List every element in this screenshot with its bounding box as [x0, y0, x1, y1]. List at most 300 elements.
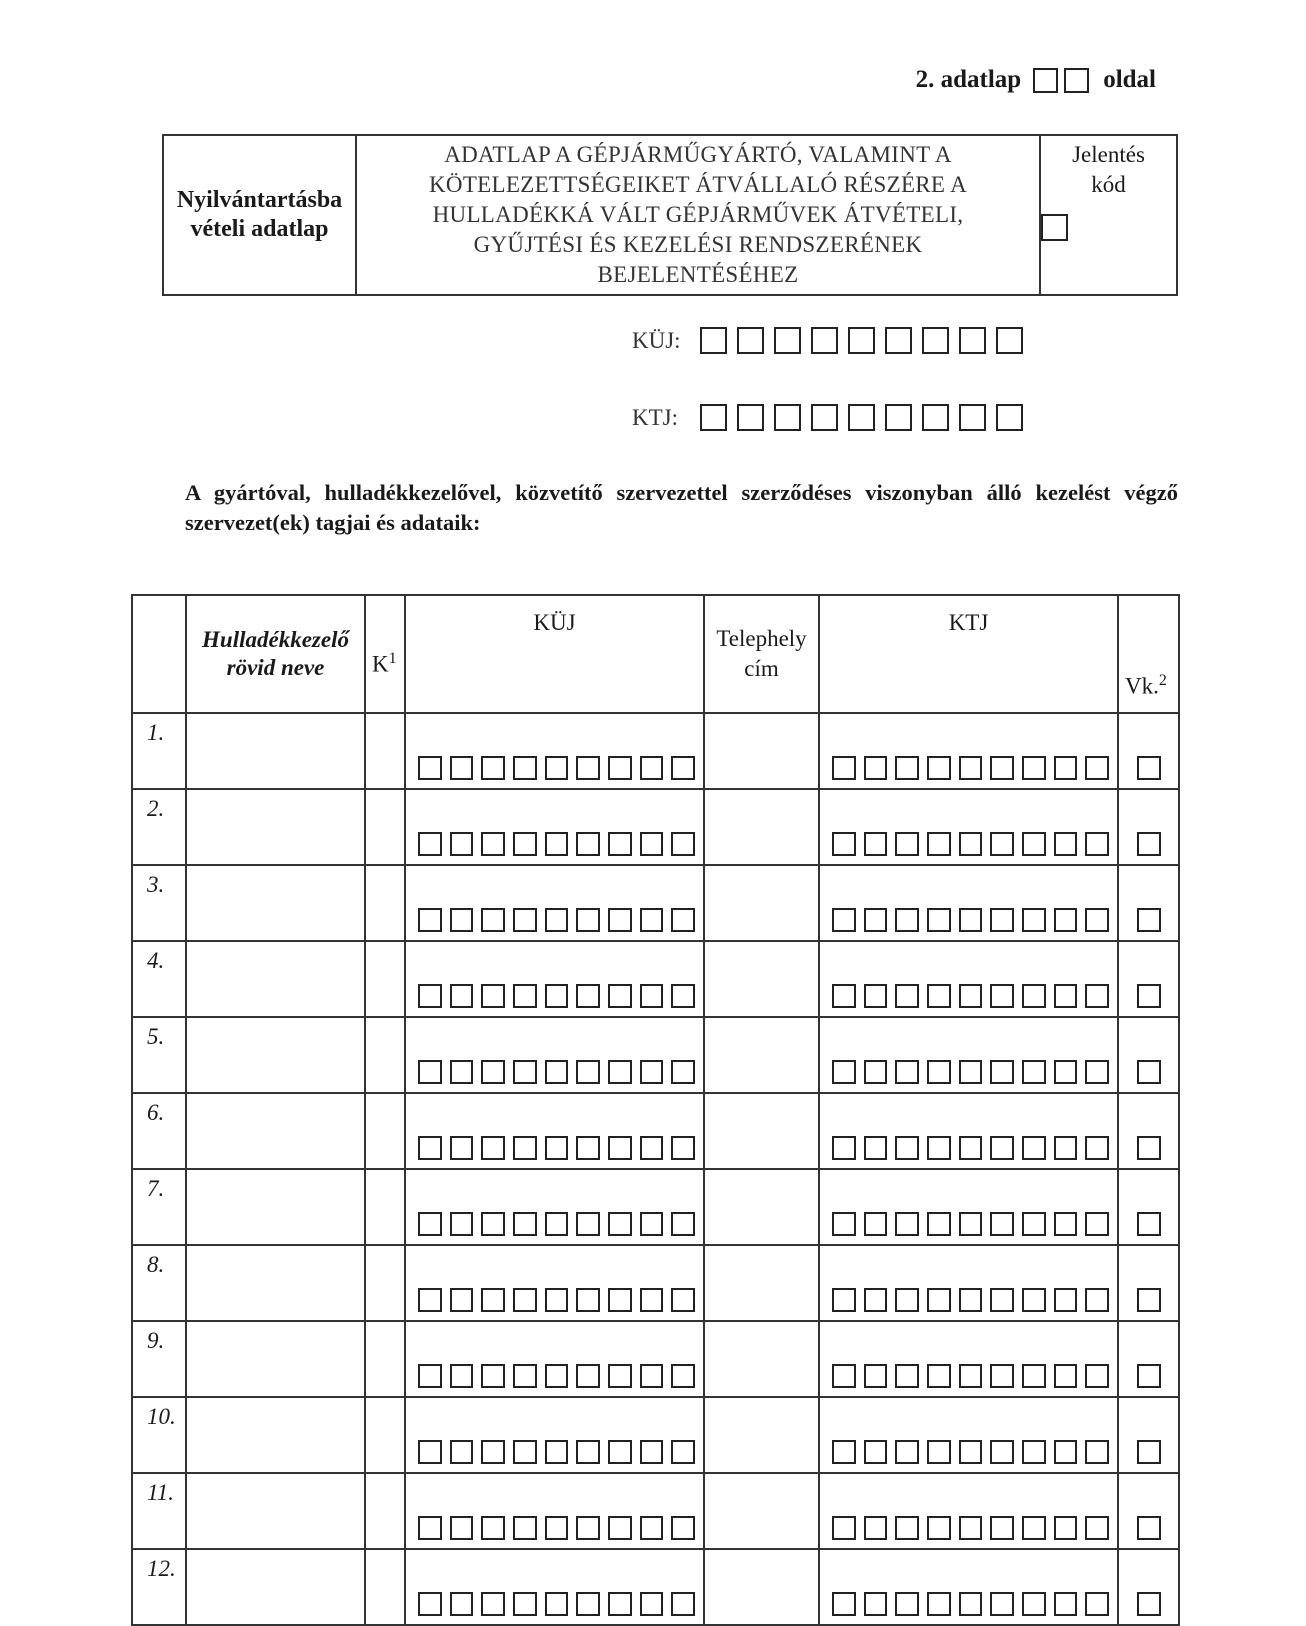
kuj-digit-box[interactable] [608, 1440, 632, 1464]
kuj-digit-box[interactable] [774, 327, 801, 354]
vk-checkbox[interactable] [1137, 984, 1161, 1008]
ktj-digit-box[interactable] [990, 1288, 1014, 1312]
page-number-box-2[interactable] [1064, 68, 1089, 93]
kuj-digit-box[interactable] [450, 908, 474, 932]
ktj-digit-box[interactable] [832, 1592, 856, 1616]
kuj-digit-box[interactable] [481, 908, 505, 932]
kuj-digit-box[interactable] [671, 1136, 695, 1160]
ktj-digit-box[interactable] [990, 908, 1014, 932]
ktj-digit-box[interactable] [1022, 1364, 1046, 1388]
ktj-digit-box[interactable] [737, 404, 764, 431]
ktj-digit-box[interactable] [811, 404, 838, 431]
kuj-digit-box[interactable] [418, 1060, 442, 1084]
kuj-digit-box[interactable] [545, 1136, 569, 1160]
kuj-digit-box[interactable] [608, 1060, 632, 1084]
ktj-digit-box[interactable] [885, 404, 912, 431]
name-cell[interactable] [186, 1245, 365, 1321]
telephely-cell[interactable] [704, 865, 819, 941]
k-cell[interactable] [365, 1093, 405, 1169]
ktj-digit-box[interactable] [990, 1440, 1014, 1464]
kuj-digit-box[interactable] [481, 1364, 505, 1388]
name-cell[interactable] [186, 1017, 365, 1093]
kuj-digit-box[interactable] [545, 1592, 569, 1616]
vk-checkbox[interactable] [1137, 1212, 1161, 1236]
ktj-digit-box[interactable] [864, 832, 888, 856]
kuj-digit-box[interactable] [513, 908, 537, 932]
kuj-digit-box[interactable] [513, 1212, 537, 1236]
ktj-digit-box[interactable] [927, 832, 951, 856]
k-cell[interactable] [365, 1397, 405, 1473]
k-cell[interactable] [365, 941, 405, 1017]
kuj-digit-box[interactable] [640, 1136, 664, 1160]
telephely-cell[interactable] [704, 1017, 819, 1093]
kuj-digit-box[interactable] [671, 908, 695, 932]
vk-checkbox[interactable] [1137, 756, 1161, 780]
k-cell[interactable] [365, 1473, 405, 1549]
kuj-digit-box[interactable] [450, 1440, 474, 1464]
kuj-digit-box[interactable] [481, 1136, 505, 1160]
row-number: 1. [132, 713, 186, 789]
ktj-digit-box[interactable] [927, 984, 951, 1008]
ktj-digit-box[interactable] [959, 1060, 983, 1084]
kuj-digit-box[interactable] [450, 1060, 474, 1084]
page-indicator-label: 2. adatlap [915, 66, 1022, 93]
row-number: 4. [132, 941, 186, 1017]
kuj-digit-box[interactable] [481, 1592, 505, 1616]
ktj-digit-box[interactable] [832, 1212, 856, 1236]
ktj-digit-box[interactable] [832, 984, 856, 1008]
ktj-digit-box[interactable] [1022, 1136, 1046, 1160]
kuj-digit-box[interactable] [640, 1288, 664, 1312]
ktj-digit-box[interactable] [1085, 1212, 1109, 1236]
kuj-digit-box[interactable] [450, 984, 474, 1008]
ktj-digit-box[interactable] [1085, 984, 1109, 1008]
ktj-digit-box[interactable] [1054, 1592, 1078, 1616]
ktj-digit-box[interactable] [864, 1212, 888, 1236]
kuj-digit-box[interactable] [576, 1440, 600, 1464]
ktj-digit-box[interactable] [990, 1364, 1014, 1388]
kuj-digit-box[interactable] [671, 1212, 695, 1236]
ktj-digit-box[interactable] [927, 1288, 951, 1312]
ktj-digit-box[interactable] [864, 1364, 888, 1388]
name-cell[interactable] [186, 865, 365, 941]
ktj-digit-box[interactable] [1022, 1592, 1046, 1616]
ktj-digit-box[interactable] [990, 1212, 1014, 1236]
kuj-digit-box[interactable] [996, 327, 1023, 354]
vk-checkbox[interactable] [1137, 832, 1161, 856]
kuj-digit-box[interactable] [671, 984, 695, 1008]
kuj-digit-box[interactable] [545, 1288, 569, 1312]
kuj-digit-box[interactable] [481, 1212, 505, 1236]
kuj-digit-box[interactable] [811, 327, 838, 354]
kuj-digit-box[interactable] [545, 1060, 569, 1084]
ktj-digit-box[interactable] [1085, 1516, 1109, 1540]
ktj-digit-box[interactable] [959, 1212, 983, 1236]
kuj-digit-box[interactable] [671, 1060, 695, 1084]
ktj-digit-box[interactable] [832, 1060, 856, 1084]
kuj-digit-box[interactable] [418, 1288, 442, 1312]
kuj-digit-box[interactable] [545, 1364, 569, 1388]
telephely-cell[interactable] [704, 1093, 819, 1169]
ktj-digit-box[interactable] [927, 908, 951, 932]
table-row [132, 1093, 1179, 1169]
ktj-digit-box[interactable] [927, 1364, 951, 1388]
kuj-digit-box[interactable] [608, 1592, 632, 1616]
kuj-digit-box[interactable] [513, 984, 537, 1008]
ktj-digit-box[interactable] [1085, 1364, 1109, 1388]
ktj-digit-box[interactable] [864, 1288, 888, 1312]
ktj-digit-box[interactable] [927, 756, 951, 780]
kuj-digit-box[interactable] [418, 984, 442, 1008]
ktj-digit-box[interactable] [895, 1440, 919, 1464]
ktj-digit-box[interactable] [1054, 1364, 1078, 1388]
kuj-digit-box[interactable] [450, 1364, 474, 1388]
kuj-digit-box[interactable] [608, 984, 632, 1008]
ktj-digit-box[interactable] [832, 1440, 856, 1464]
ktj-digit-box[interactable] [990, 832, 1014, 856]
ktj-digit-box[interactable] [927, 1136, 951, 1160]
kuj-cell [405, 713, 704, 789]
kuj-digit-box[interactable] [608, 1516, 632, 1540]
ktj-digit-box[interactable] [895, 908, 919, 932]
ktj-digit-box[interactable] [922, 404, 949, 431]
kuj-digit-box[interactable] [513, 1592, 537, 1616]
kuj-digit-box[interactable] [700, 327, 727, 354]
ktj-digit-box[interactable] [832, 756, 856, 780]
ktj-digit-box[interactable] [1085, 1592, 1109, 1616]
ktj-digit-box[interactable] [1085, 908, 1109, 932]
kuj-digit-box[interactable] [545, 832, 569, 856]
kuj-digit-box[interactable] [640, 1060, 664, 1084]
page-number-box-1[interactable] [1033, 68, 1058, 93]
kuj-digit-box[interactable] [513, 1136, 537, 1160]
kuj-digit-box[interactable] [418, 1136, 442, 1160]
kuj-digit-box[interactable] [671, 756, 695, 780]
k-cell[interactable] [365, 1169, 405, 1245]
name-cell[interactable] [186, 1093, 365, 1169]
kuj-digit-box[interactable] [513, 1060, 537, 1084]
telephely-cell[interactable] [704, 1321, 819, 1397]
kuj-digit-box[interactable] [481, 832, 505, 856]
ktj-digit-box[interactable] [895, 1592, 919, 1616]
kuj-digit-box[interactable] [418, 756, 442, 780]
ktj-digit-box[interactable] [864, 1060, 888, 1084]
kuj-digit-box[interactable] [450, 1136, 474, 1160]
kuj-digit-box[interactable] [450, 1212, 474, 1236]
ktj-digit-box[interactable] [1022, 1440, 1046, 1464]
kuj-digit-box[interactable] [481, 1288, 505, 1312]
ktj-digit-box[interactable] [1085, 1288, 1109, 1312]
header-telephely: Telephely cím [704, 595, 819, 713]
kuj-digit-box[interactable] [545, 984, 569, 1008]
kuj-digit-box[interactable] [481, 984, 505, 1008]
telephely-cell[interactable] [704, 1473, 819, 1549]
ktj-cell [819, 1549, 1118, 1625]
ktj-digit-box[interactable] [832, 1136, 856, 1160]
form-title-line: KÖTELEZETTSÉGEIKET ÁTVÁLLALÓ RÉSZÉRE A [429, 172, 967, 197]
kuj-digit-box[interactable] [576, 984, 600, 1008]
kuj-digit-box[interactable] [418, 1592, 442, 1616]
header-k-footnote: 1 [388, 650, 397, 668]
kuj-digit-box[interactable] [922, 327, 949, 354]
ktj-digit-box[interactable] [990, 756, 1014, 780]
vk-cell [1118, 1549, 1179, 1625]
ktj-digit-box[interactable] [1054, 1212, 1078, 1236]
vk-checkbox[interactable] [1137, 1136, 1161, 1160]
ktj-digit-box[interactable] [1022, 756, 1046, 780]
kuj-digit-box[interactable] [576, 1288, 600, 1312]
vk-checkbox[interactable] [1137, 908, 1161, 932]
ktj-digit-box[interactable] [959, 1364, 983, 1388]
kuj-digit-box[interactable] [450, 832, 474, 856]
ktj-digit-box[interactable] [1022, 908, 1046, 932]
ktj-digit-box[interactable] [959, 756, 983, 780]
row-number: 5. [132, 1017, 186, 1093]
ktj-digit-box[interactable] [864, 756, 888, 780]
ktj-digit-box[interactable] [864, 1136, 888, 1160]
kuj-digit-box[interactable] [450, 1516, 474, 1540]
ktj-digit-box[interactable] [959, 908, 983, 932]
ktj-digit-box[interactable] [864, 1516, 888, 1540]
telephely-cell[interactable] [704, 1169, 819, 1245]
kuj-digit-box[interactable] [481, 1516, 505, 1540]
kuj-digit-box[interactable] [418, 832, 442, 856]
kuj-digit-box[interactable] [545, 1212, 569, 1236]
vk-checkbox[interactable] [1137, 1060, 1161, 1084]
kuj-digit-box[interactable] [640, 1516, 664, 1540]
vk-checkbox[interactable] [1137, 1440, 1161, 1464]
name-cell[interactable] [186, 941, 365, 1017]
ktj-digit-box[interactable] [1022, 1516, 1046, 1540]
kuj-digit-box[interactable] [848, 327, 875, 354]
kuj-digit-box[interactable] [576, 1364, 600, 1388]
kuj-digit-box[interactable] [671, 1364, 695, 1388]
vk-checkbox[interactable] [1137, 1592, 1161, 1616]
ktj-digit-box[interactable] [1085, 1060, 1109, 1084]
kuj-digit-box[interactable] [418, 1440, 442, 1464]
ktj-digit-box[interactable] [927, 1592, 951, 1616]
kuj-digit-box[interactable] [608, 832, 632, 856]
vk-checkbox[interactable] [1137, 1516, 1161, 1540]
kuj-digit-box[interactable] [608, 1288, 632, 1312]
kuj-digit-box[interactable] [513, 1516, 537, 1540]
kuj-digit-box[interactable] [513, 1288, 537, 1312]
ktj-digit-box[interactable] [1085, 756, 1109, 780]
ktj-digit-box[interactable] [990, 1136, 1014, 1160]
name-cell[interactable] [186, 1321, 365, 1397]
ktj-digit-box[interactable] [895, 1288, 919, 1312]
ktj-digit-box[interactable] [832, 1288, 856, 1312]
kuj-digit-box[interactable] [640, 1364, 664, 1388]
report-code-box[interactable] [1041, 214, 1068, 241]
kuj-digit-box[interactable] [671, 1592, 695, 1616]
ktj-digit-box[interactable] [990, 984, 1014, 1008]
ktj-digit-box[interactable] [1054, 1136, 1078, 1160]
kuj-digit-box[interactable] [671, 1516, 695, 1540]
ktj-digit-box[interactable] [927, 1060, 951, 1084]
ktj-digit-box[interactable] [895, 756, 919, 780]
ktj-digit-box[interactable] [927, 1212, 951, 1236]
k-cell[interactable] [365, 1017, 405, 1093]
ktj-digit-box[interactable] [959, 1516, 983, 1540]
kuj-digit-box[interactable] [671, 1288, 695, 1312]
ktj-digit-box[interactable] [959, 1440, 983, 1464]
kuj-digit-box[interactable] [640, 908, 664, 932]
kuj-digit-box[interactable] [513, 1440, 537, 1464]
kuj-digit-box[interactable] [576, 1592, 600, 1616]
kuj-digit-box[interactable] [640, 832, 664, 856]
ktj-digit-box[interactable] [895, 1060, 919, 1084]
ktj-digit-box[interactable] [1022, 832, 1046, 856]
k-cell[interactable] [365, 713, 405, 789]
kuj-digit-box[interactable] [959, 327, 986, 354]
ktj-digit-box[interactable] [864, 908, 888, 932]
ktj-digit-box[interactable] [1022, 1288, 1046, 1312]
telephely-cell[interactable] [704, 1549, 819, 1625]
ktj-digit-box[interactable] [1054, 1060, 1078, 1084]
kuj-digit-box[interactable] [608, 1136, 632, 1160]
k-cell[interactable] [365, 1549, 405, 1625]
table-row [132, 1169, 1179, 1245]
ktj-digit-box[interactable] [1085, 1136, 1109, 1160]
ktj-digit-box[interactable] [1022, 1060, 1046, 1084]
ktj-digit-box[interactable] [848, 404, 875, 431]
ktj-digit-box[interactable] [1054, 1440, 1078, 1464]
ktj-digit-box[interactable] [1022, 984, 1046, 1008]
ktj-digit-box[interactable] [832, 908, 856, 932]
ktj-digit-box[interactable] [990, 1516, 1014, 1540]
kuj-digit-box[interactable] [450, 1592, 474, 1616]
kuj-digit-box[interactable] [608, 1212, 632, 1236]
ktj-digit-box[interactable] [895, 1516, 919, 1540]
ktj-digit-box[interactable] [832, 1364, 856, 1388]
ktj-digit-box[interactable] [1054, 1288, 1078, 1312]
kuj-digit-box[interactable] [513, 1364, 537, 1388]
ktj-digit-box[interactable] [959, 984, 983, 1008]
vk-checkbox[interactable] [1137, 1288, 1161, 1312]
kuj-digit-box[interactable] [418, 1364, 442, 1388]
kuj-digit-box[interactable] [481, 756, 505, 780]
kuj-digit-box[interactable] [450, 1288, 474, 1312]
kuj-digit-box[interactable] [640, 1592, 664, 1616]
ktj-digit-box[interactable] [1054, 908, 1078, 932]
ktj-digit-box[interactable] [1054, 756, 1078, 780]
kuj-digit-box[interactable] [513, 832, 537, 856]
kuj-digit-box[interactable] [545, 756, 569, 780]
ktj-digit-box[interactable] [927, 1516, 951, 1540]
telephely-cell[interactable] [704, 713, 819, 789]
ktj-digit-box[interactable] [774, 404, 801, 431]
telephely-cell[interactable] [704, 1397, 819, 1473]
ktj-digit-box[interactable] [927, 1440, 951, 1464]
ktj-digit-box[interactable] [864, 984, 888, 1008]
ktj-digit-box[interactable] [895, 1136, 919, 1160]
kuj-digit-box[interactable] [545, 908, 569, 932]
header-ktj: KTJ [819, 595, 1118, 713]
name-cell[interactable] [186, 1397, 365, 1473]
vk-checkbox[interactable] [1137, 1364, 1161, 1388]
k-cell[interactable] [365, 1321, 405, 1397]
ktj-cell [819, 789, 1118, 865]
telephely-cell[interactable] [704, 941, 819, 1017]
ktj-digit-box[interactable] [959, 404, 986, 431]
ktj-digit-box[interactable] [996, 404, 1023, 431]
name-cell[interactable] [186, 1169, 365, 1245]
kuj-digit-box[interactable] [545, 1440, 569, 1464]
kuj-digit-box[interactable] [640, 756, 664, 780]
kuj-digit-box[interactable] [737, 327, 764, 354]
ktj-digit-box[interactable] [864, 1440, 888, 1464]
kuj-digit-box[interactable] [576, 1136, 600, 1160]
k-cell[interactable] [365, 789, 405, 865]
k-cell[interactable] [365, 865, 405, 941]
ktj-digit-box[interactable] [832, 1516, 856, 1540]
ktj-digit-box[interactable] [1054, 1516, 1078, 1540]
kuj-digit-box[interactable] [640, 1212, 664, 1236]
ktj-row [632, 404, 1033, 431]
kuj-digit-box[interactable] [608, 756, 632, 780]
ktj-digit-box[interactable] [1054, 832, 1078, 856]
telephely-cell[interactable] [704, 1245, 819, 1321]
ktj-digit-box[interactable] [895, 1212, 919, 1236]
kuj-digit-box[interactable] [576, 908, 600, 932]
kuj-digit-box[interactable] [545, 1516, 569, 1540]
ktj-digit-box[interactable] [1085, 832, 1109, 856]
name-cell[interactable] [186, 713, 365, 789]
ktj-digit-box[interactable] [700, 404, 727, 431]
telephely-cell[interactable] [704, 789, 819, 865]
kuj-digit-box[interactable] [450, 756, 474, 780]
ktj-digit-box[interactable] [895, 984, 919, 1008]
name-cell[interactable] [186, 1549, 365, 1625]
kuj-digit-box[interactable] [576, 1516, 600, 1540]
kuj-digit-box[interactable] [576, 756, 600, 780]
ktj-digit-box[interactable] [1085, 1440, 1109, 1464]
ktj-digit-box[interactable] [1054, 984, 1078, 1008]
kuj-digit-box[interactable] [418, 1212, 442, 1236]
ktj-digit-box[interactable] [959, 1288, 983, 1312]
kuj-digit-box[interactable] [671, 832, 695, 856]
ktj-digit-box[interactable] [832, 832, 856, 856]
ktj-digit-box[interactable] [895, 1364, 919, 1388]
kuj-digit-box[interactable] [576, 1212, 600, 1236]
kuj-digit-box[interactable] [608, 908, 632, 932]
ktj-digit-box[interactable] [959, 832, 983, 856]
ktj-digit-box[interactable] [1022, 1212, 1046, 1236]
ktj-digit-box[interactable] [959, 1592, 983, 1616]
k-cell[interactable] [365, 1245, 405, 1321]
ktj-digit-box[interactable] [895, 832, 919, 856]
kuj-digit-box[interactable] [418, 908, 442, 932]
kuj-digit-box[interactable] [481, 1060, 505, 1084]
kuj-digit-box[interactable] [418, 1516, 442, 1540]
kuj-digit-box[interactable] [640, 1440, 664, 1464]
kuj-digit-box[interactable] [576, 1060, 600, 1084]
kuj-digit-box[interactable] [608, 1364, 632, 1388]
ktj-digit-box[interactable] [990, 1060, 1014, 1084]
kuj-digit-box[interactable] [481, 1440, 505, 1464]
name-cell[interactable] [186, 1473, 365, 1549]
kuj-digit-box[interactable] [576, 832, 600, 856]
kuj-digit-box[interactable] [640, 984, 664, 1008]
kuj-digit-box[interactable] [885, 327, 912, 354]
name-cell[interactable] [186, 789, 365, 865]
kuj-digit-box[interactable] [671, 1440, 695, 1464]
ktj-digit-box[interactable] [959, 1136, 983, 1160]
kuj-digit-box[interactable] [513, 756, 537, 780]
ktj-digit-box[interactable] [864, 1592, 888, 1616]
ktj-digit-box[interactable] [990, 1592, 1014, 1616]
